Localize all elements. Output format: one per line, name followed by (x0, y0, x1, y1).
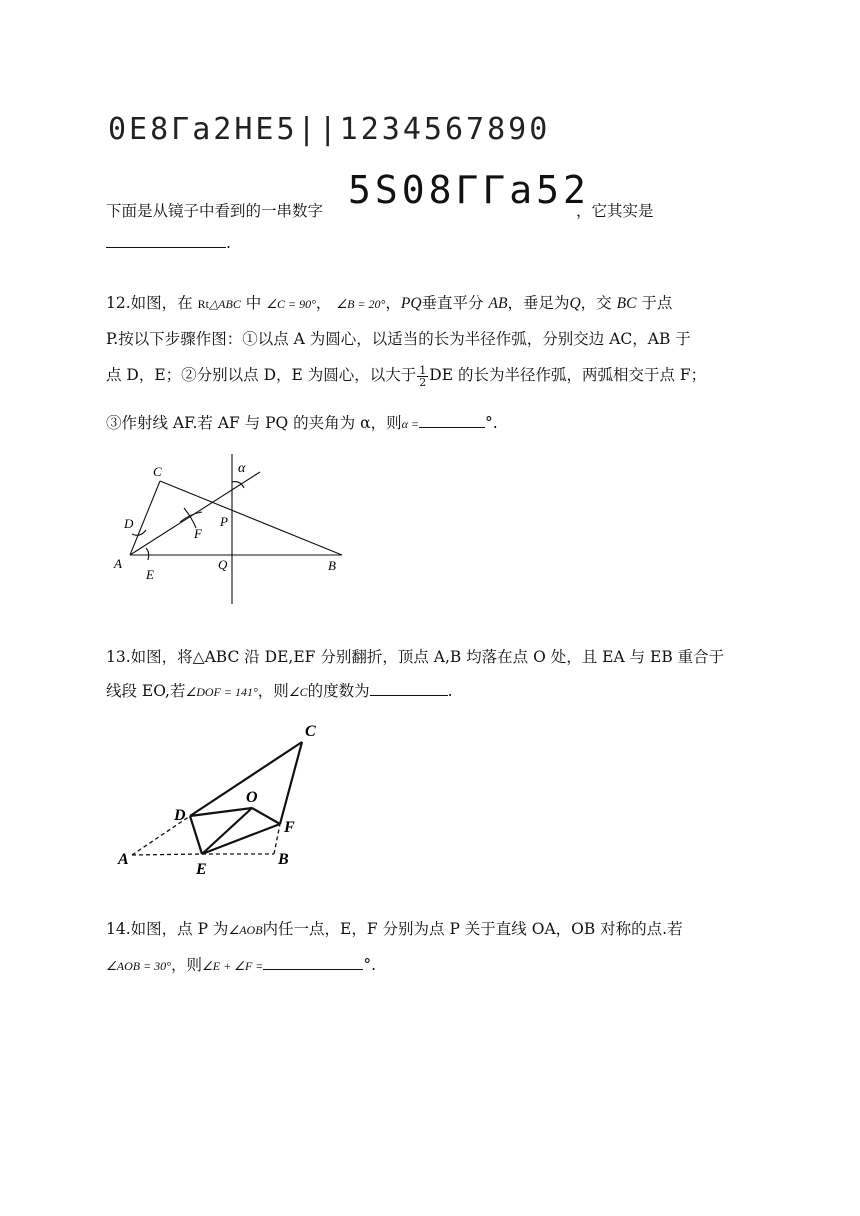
q12-text: 中 (245, 294, 262, 312)
question-12-line-4 (106, 412, 498, 435)
label-d: D (174, 807, 186, 824)
q11-text-before: 下面是从镜子中看到的一串数字 (106, 202, 324, 220)
angle-alpha-arc (232, 482, 244, 488)
angle-dof-given: ∠DOF = 141° (185, 685, 258, 699)
bc-label: BC (616, 295, 637, 312)
dashed-ae (132, 854, 202, 855)
dashed-bf (274, 824, 280, 854)
q12-text: ， (315, 294, 332, 312)
pq-label: PQ (400, 295, 422, 312)
q14-text: 内任一点，E，F 分别为点 P 关于直线 OA，OB 对称的点.若 (262, 920, 683, 938)
angle-c-given: ∠C = 90° (266, 297, 316, 311)
angle-sum-expr: ∠E + ∠F = (202, 959, 264, 973)
answer-blank[interactable] (419, 413, 485, 428)
question-13-line-2 (106, 680, 453, 703)
question-13-line-1: 13.如图，将△ABC 沿 DE,EF 分别翻折，顶点 A,B 均落在点 O 处，且 EA 与 EB 重合于 (106, 648, 725, 666)
question-14-line-2 (106, 954, 376, 977)
label-p: P (220, 514, 228, 529)
fraction-denominator: 2 (419, 375, 427, 389)
label-q: Q (218, 557, 228, 572)
q14-text: ，则 (170, 956, 202, 974)
q12-text: 于点 (641, 294, 673, 312)
label-alpha: α (238, 461, 246, 476)
q12-text: ，垂足为 (507, 294, 570, 312)
q12-text: DE 的长为半径作弧，两弧相交于点 F； (429, 366, 707, 384)
fraction-half (417, 365, 428, 388)
triangle-abc: △ABC (208, 297, 241, 311)
label-b: B (278, 851, 289, 868)
label-o: O (246, 789, 258, 806)
label-c: C (305, 723, 316, 740)
fraction-numerator: 1 (419, 363, 427, 377)
label-d: D (124, 516, 134, 531)
label-f: F (284, 819, 295, 836)
q12-text: 如图，在 (130, 294, 193, 312)
rt-label: Rt (197, 297, 209, 311)
q13-end: . (447, 682, 453, 700)
segment-de (190, 816, 202, 854)
reference-digit-strip: 0E8Γa2ΗE5||1234567890 (108, 112, 551, 147)
q12-end: °. (484, 414, 498, 432)
label-a: A (118, 851, 129, 868)
angle-aob-given: ∠AOB = 30° (106, 959, 171, 973)
q13-text: 线段 EO,若 (106, 682, 186, 700)
question-11-answer-line (106, 232, 231, 254)
q12-text: ， (385, 294, 401, 312)
label-c: C (153, 464, 162, 479)
angle-c: ∠C (288, 685, 308, 699)
q13-text: ，则 (257, 682, 289, 700)
label-e: E (146, 567, 154, 582)
mirror-digit-strip: 5S08ΓΓa52 (348, 168, 590, 212)
q12-number: 12. (106, 294, 131, 312)
angle-aob: ∠AOB (228, 923, 263, 937)
label-b: B (328, 558, 336, 573)
figure-q12 (110, 452, 360, 608)
q11-end: . (226, 234, 231, 252)
question-14-line-1 (106, 918, 683, 941)
q14-text: 14.如图，点 P 为 (106, 920, 229, 938)
label-a: A (114, 556, 122, 571)
answer-blank[interactable] (370, 681, 448, 696)
segment-of (252, 808, 280, 824)
q12-text: ③作射线 AF.若 AF 与 PQ 的夹角为 α，则 (106, 414, 402, 432)
question-12-line-1 (106, 292, 672, 315)
q11-text-after: ，它其实是 (576, 202, 654, 220)
question-12-line-2: P.按以下步骤作图：①以点 A 为圆心，以适当的长为半径作弧，分别交边 AC，AB 于 (106, 330, 691, 348)
alpha-eq: α = (401, 417, 419, 431)
arc-at-e (146, 548, 149, 560)
q13-text: 的度数为 (307, 682, 370, 700)
q14-end: °. (363, 956, 377, 974)
label-e: E (196, 861, 207, 878)
segment-eo (202, 808, 252, 854)
question-11-line-1 (106, 200, 323, 222)
question-12-line-3 (106, 364, 706, 388)
q12-text: 点 D，E；②分别以点 D，E 为圆心，以大于 (106, 366, 417, 384)
ab-label: AB (488, 295, 508, 312)
segment-ef (202, 824, 280, 854)
label-f: F (194, 526, 202, 541)
q12-text: ，交 (580, 294, 612, 312)
figure-q13 (110, 716, 330, 882)
answer-blank[interactable] (106, 233, 226, 248)
angle-b-given: ∠B = 20° (336, 297, 386, 311)
q-label: Q (569, 295, 581, 312)
q12-text: 垂直平分 (421, 294, 484, 312)
segment-ac (130, 481, 160, 555)
answer-blank[interactable] (263, 955, 363, 970)
